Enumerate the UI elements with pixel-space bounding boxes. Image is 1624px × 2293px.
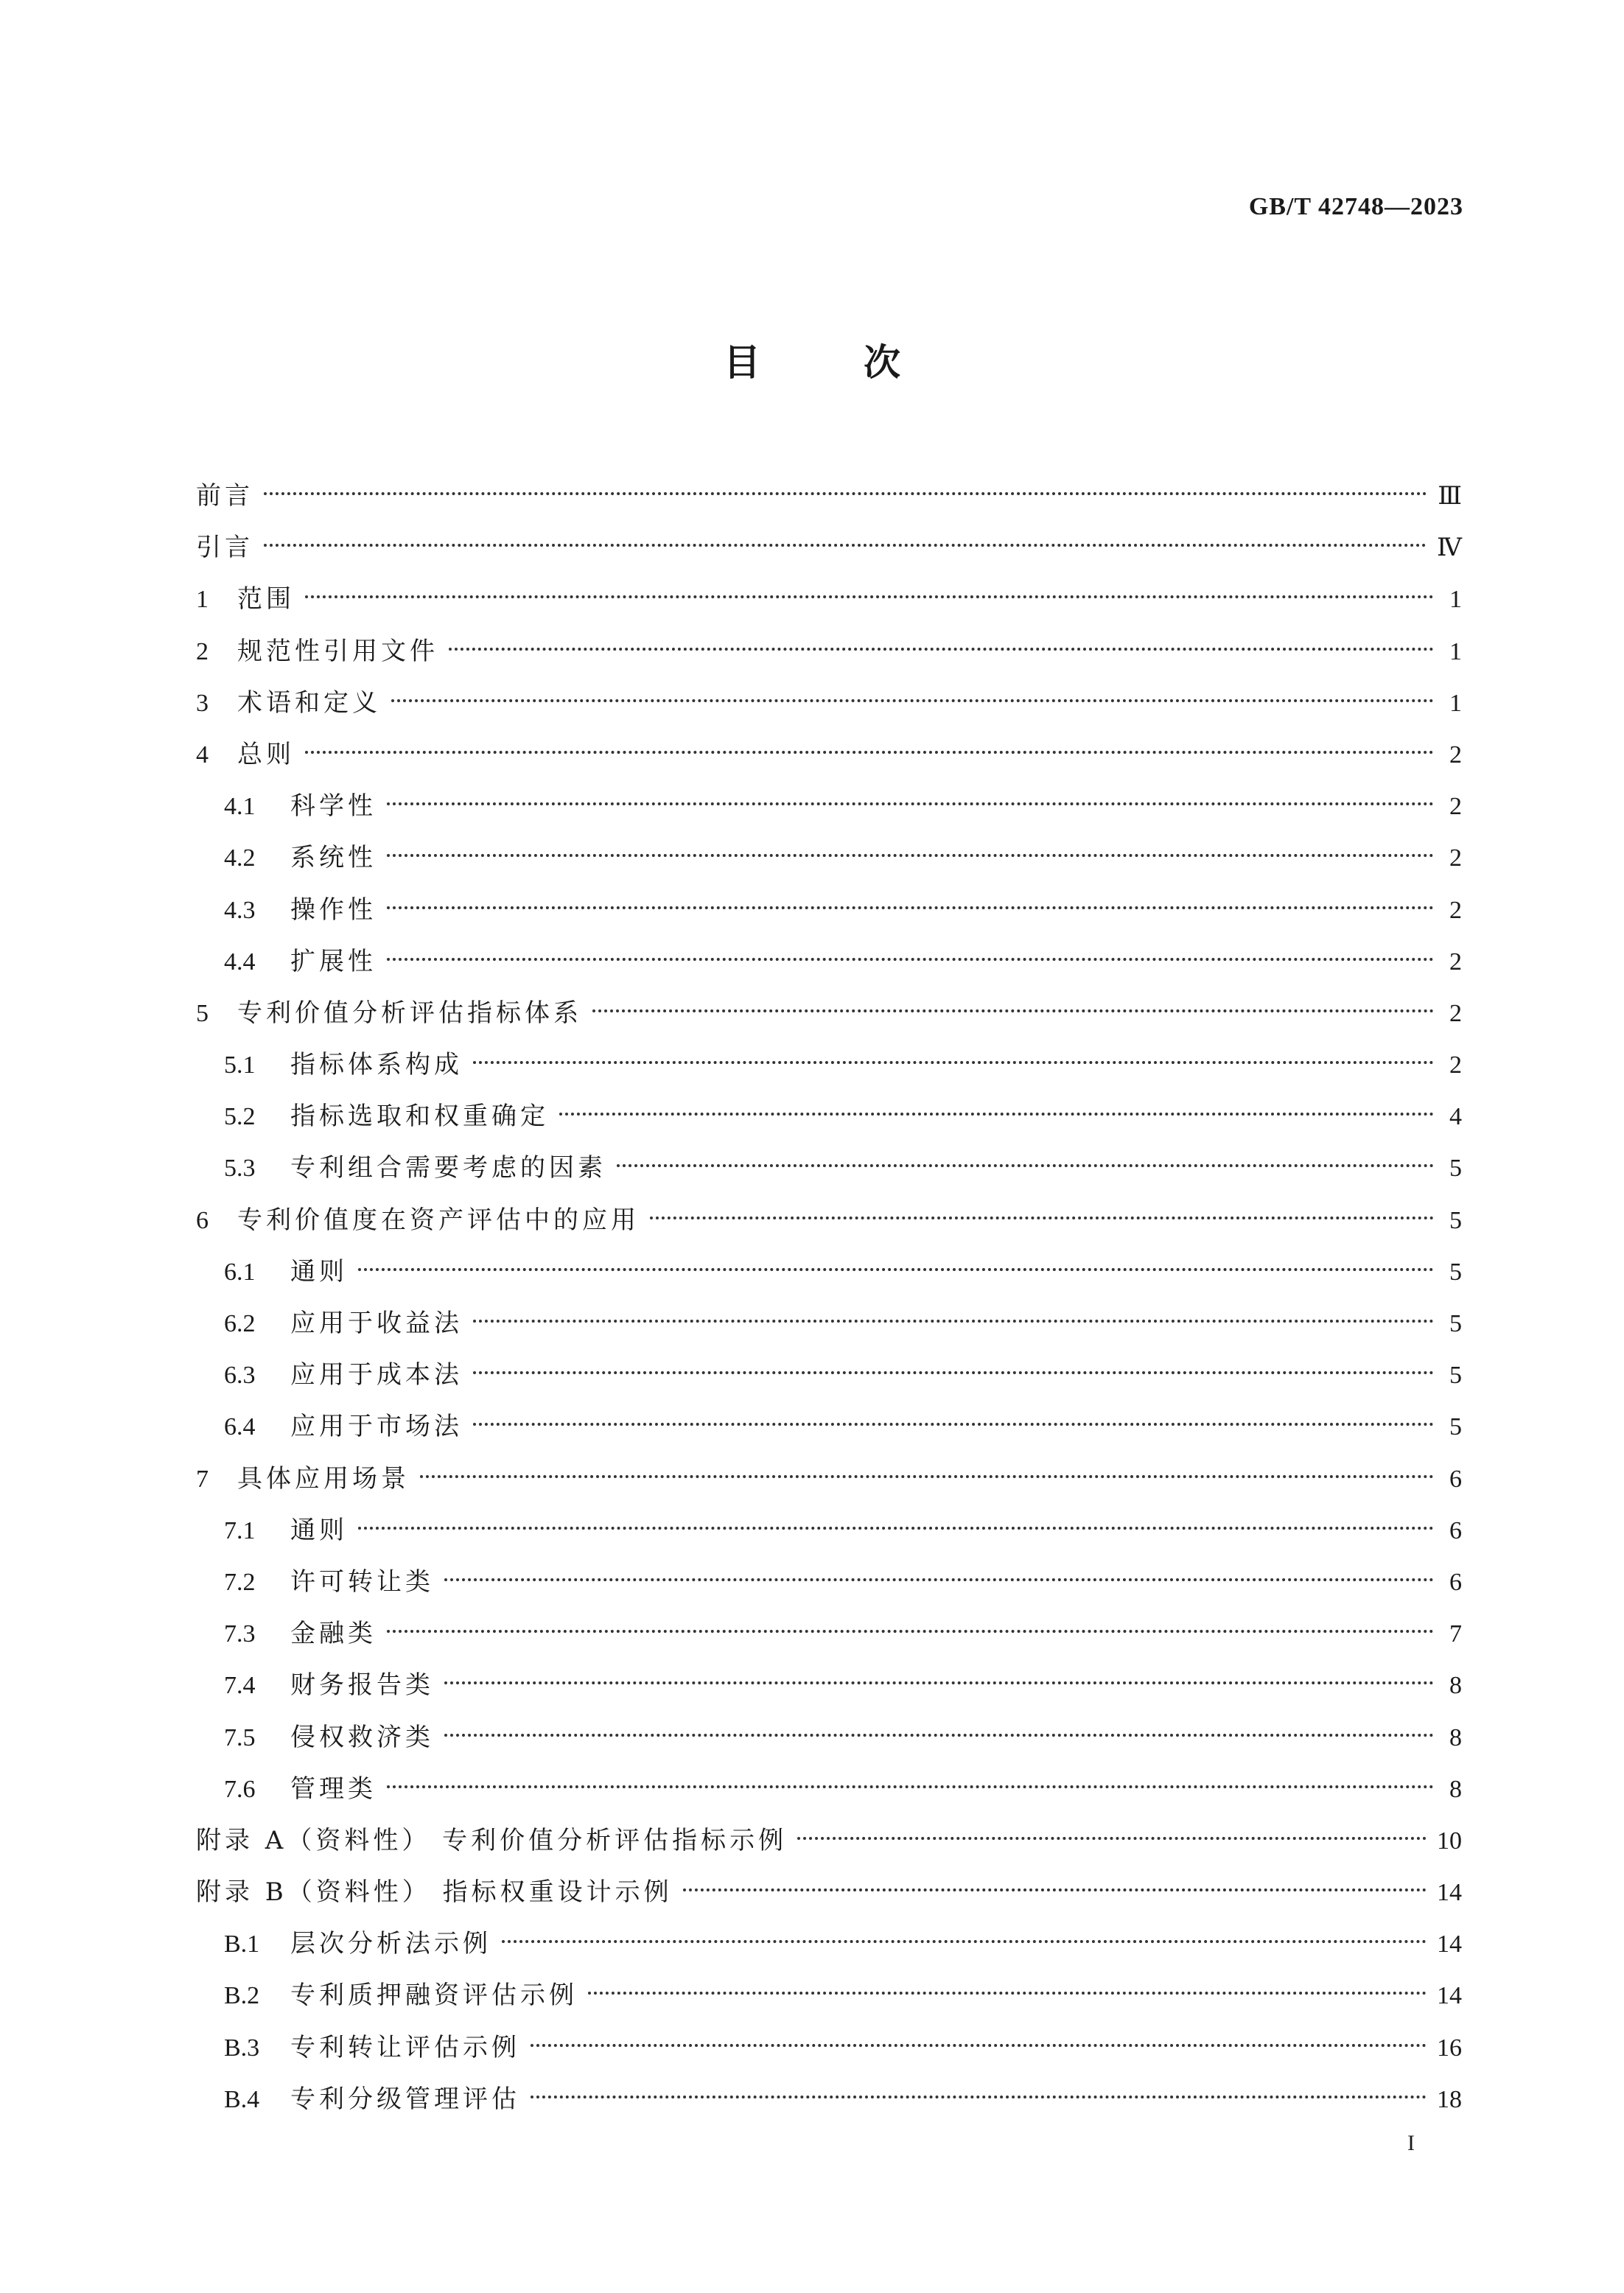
toc-entry-label: 扩展性 — [290, 946, 377, 976]
dot-leader — [473, 1371, 1434, 1374]
toc-entry-label: 应用于成本法 — [290, 1360, 463, 1390]
toc-entry-page: 14 — [1437, 1930, 1462, 1958]
toc-entry-number: B.1 — [224, 1930, 260, 1958]
footer-page-number: I — [1407, 2131, 1415, 2155]
toc-entry[interactable] — [196, 1659, 1462, 1711]
table-of-contents — [196, 470, 1462, 2125]
toc-entry-number: 6.4 — [224, 1413, 256, 1441]
toc-entry[interactable] — [196, 677, 1462, 729]
toc-entry[interactable] — [196, 987, 1462, 1039]
dot-leader — [358, 1527, 1434, 1530]
toc-entry-label: 术语和定义 — [237, 687, 381, 718]
toc-entry-number: 4.3 — [224, 896, 256, 924]
toc-entry[interactable] — [196, 832, 1462, 883]
toc-entry[interactable] — [196, 1298, 1462, 1349]
toc-entry[interactable] — [196, 1194, 1462, 1246]
toc-entry-number: B.2 — [224, 1982, 260, 2010]
toc-entry-number: 5 — [196, 999, 209, 1027]
page-title: 目次 — [724, 340, 1004, 384]
toc-entry[interactable] — [196, 1401, 1462, 1452]
toc-entry-label: 金融类 — [290, 1619, 377, 1649]
toc-entry-label: 专利质押融资评估示例 — [290, 1981, 578, 2011]
toc-entry-page: 18 — [1437, 2085, 1462, 2113]
toc-entry-page: 8 — [1449, 1723, 1462, 1751]
dot-leader — [683, 1888, 1427, 1891]
toc-entry-number: 6 — [196, 1206, 209, 1234]
toc-entry[interactable] — [196, 2073, 1462, 2125]
dot-leader — [387, 906, 1434, 909]
toc-entry-page: 16 — [1437, 2034, 1462, 2062]
toc-entry-page: 8 — [1449, 1672, 1462, 1700]
toc-entry-label: 系统性 — [290, 843, 377, 873]
toc-entry-label: 侵权救济类 — [290, 1722, 434, 1752]
toc-entry-label: 专利分级管理评估 — [290, 2084, 520, 2114]
dot-leader — [473, 1423, 1434, 1426]
toc-entry-number: 7.4 — [224, 1672, 256, 1700]
toc-entry[interactable] — [196, 522, 1462, 573]
toc-entry-number: 7.6 — [224, 1775, 256, 1803]
toc-entry-page: 2 — [1449, 896, 1462, 924]
toc-entry-label: 专利价值度在资产评估中的应用 — [237, 1205, 640, 1235]
toc-entry[interactable] — [196, 573, 1462, 625]
dot-leader — [391, 699, 1434, 702]
toc-entry[interactable] — [196, 1142, 1462, 1194]
dot-leader — [387, 1630, 1434, 1633]
toc-entry[interactable] — [196, 626, 1462, 677]
dot-leader — [387, 854, 1434, 857]
toc-entry-number: 2 — [196, 637, 209, 665]
toc-entry[interactable] — [196, 780, 1462, 832]
toc-entry-page: 10 — [1437, 1827, 1462, 1855]
toc-entry[interactable] — [196, 1556, 1462, 1608]
dot-leader — [387, 1785, 1434, 1788]
toc-entry-number: 7.5 — [224, 1723, 256, 1751]
toc-entry-page: 8 — [1449, 1775, 1462, 1803]
dot-leader — [473, 1061, 1434, 1064]
toc-entry-page: 6 — [1449, 1516, 1462, 1544]
toc-entry-label: 引言 — [196, 533, 253, 563]
dot-leader — [444, 1681, 1434, 1684]
toc-entry-label: 通则 — [290, 1256, 348, 1286]
toc-entry-page: 2 — [1449, 999, 1462, 1027]
dot-leader — [305, 751, 1434, 754]
toc-entry-page: 2 — [1449, 1051, 1462, 1079]
toc-entry-label: 财务报告类 — [290, 1670, 434, 1701]
dot-leader — [588, 1992, 1427, 1995]
toc-entry-label: 专利组合需要考虑的因素 — [290, 1153, 606, 1183]
dot-leader — [420, 1475, 1434, 1478]
toc-entry[interactable] — [196, 884, 1462, 936]
toc-entry-label: 规范性引用文件 — [237, 636, 438, 666]
toc-entry-number: 6.3 — [224, 1362, 256, 1390]
dot-leader — [264, 492, 1427, 495]
toc-entry[interactable] — [196, 1246, 1462, 1298]
toc-entry-number: 5.1 — [224, 1051, 256, 1079]
toc-entry[interactable] — [196, 1918, 1462, 1970]
toc-entry-number: 7.1 — [224, 1516, 256, 1544]
dot-leader — [449, 648, 1434, 651]
toc-entry-number: 5.2 — [224, 1103, 256, 1131]
toc-entry[interactable] — [196, 1815, 1462, 1866]
dot-leader — [531, 2096, 1427, 2098]
toc-entry-label: 具体应用场景 — [237, 1463, 410, 1494]
toc-entry-page: 5 — [1449, 1206, 1462, 1234]
toc-entry-number: 7.3 — [224, 1620, 256, 1648]
toc-entry-page: 2 — [1449, 948, 1462, 976]
toc-entry-number: 4.1 — [224, 793, 256, 821]
toc-entry[interactable] — [196, 1505, 1462, 1556]
toc-entry[interactable] — [196, 1349, 1462, 1401]
toc-entry-page: Ⅳ — [1437, 534, 1462, 562]
dot-leader — [305, 595, 1434, 598]
toc-entry-number: 6.1 — [224, 1258, 256, 1286]
toc-entry[interactable] — [196, 1608, 1462, 1659]
toc-entry-page: 4 — [1449, 1103, 1462, 1131]
dot-leader — [473, 1320, 1434, 1323]
toc-entry-number: B.3 — [224, 2034, 260, 2062]
toc-entry-label: 专利价值分析评估指标体系 — [237, 998, 582, 1028]
toc-entry-page: Ⅲ — [1438, 483, 1462, 510]
toc-entry-number: 5.3 — [224, 1155, 256, 1183]
toc-entry-page: 5 — [1449, 1155, 1462, 1183]
dot-leader — [444, 1734, 1434, 1737]
toc-entry-label: 层次分析法示例 — [290, 1929, 491, 1959]
toc-entry-number: 1 — [196, 586, 209, 614]
toc-entry-page: 2 — [1449, 793, 1462, 821]
standard-number: GB/T 42748—2023 — [1248, 193, 1463, 220]
toc-entry[interactable] — [196, 470, 1462, 522]
toc-entry-page: 14 — [1437, 1982, 1462, 2010]
toc-entry-label: 专利转让评估示例 — [290, 2032, 520, 2062]
toc-entry-label: 附录 A（资料性） 专利价值分析评估指标示例 — [196, 1825, 788, 1855]
dot-leader — [617, 1164, 1434, 1167]
toc-entry-label: 许可转让类 — [290, 1566, 434, 1597]
dot-leader — [387, 958, 1434, 961]
toc-entry-page: 6 — [1449, 1568, 1462, 1596]
toc-entry-page: 1 — [1449, 689, 1462, 717]
dot-leader — [358, 1268, 1434, 1271]
toc-entry-number: 6.2 — [224, 1310, 256, 1337]
toc-entry-label: 管理类 — [290, 1774, 377, 1804]
toc-entry[interactable] — [196, 1866, 1462, 1918]
toc-entry-label: 通则 — [290, 1515, 348, 1545]
toc-entry[interactable] — [196, 729, 1462, 780]
toc-entry-number: 7 — [196, 1465, 209, 1493]
toc-entry-label: 应用于市场法 — [290, 1412, 463, 1442]
toc-entry-page: 5 — [1449, 1362, 1462, 1390]
toc-entry-page: 6 — [1449, 1465, 1462, 1493]
toc-entry[interactable] — [196, 936, 1462, 987]
toc-entry-label: 指标体系构成 — [290, 1050, 463, 1080]
toc-entry[interactable] — [196, 1039, 1462, 1091]
toc-entry[interactable] — [196, 1763, 1462, 1815]
dot-leader — [502, 1940, 1427, 1943]
toc-entry-page: 2 — [1449, 844, 1462, 872]
toc-entry-page: 2 — [1449, 741, 1462, 769]
toc-entry[interactable] — [196, 1453, 1462, 1505]
dot-leader — [444, 1578, 1434, 1581]
toc-entry-label: 应用于收益法 — [290, 1309, 463, 1338]
toc-entry-page: 5 — [1449, 1413, 1462, 1441]
toc-entry[interactable] — [196, 1712, 1462, 1763]
toc-entry-page: 1 — [1449, 637, 1462, 665]
toc-entry-number: 3 — [196, 689, 209, 717]
toc-entry-label: 操作性 — [290, 895, 377, 925]
toc-entry-label: 附录 B（资料性） 指标权重设计示例 — [196, 1877, 673, 1908]
dot-leader — [559, 1113, 1434, 1116]
dot-leader — [592, 1009, 1434, 1012]
toc-entry-page: 5 — [1449, 1258, 1462, 1286]
toc-entry[interactable] — [196, 1091, 1462, 1142]
dot-leader — [797, 1837, 1427, 1840]
toc-entry[interactable] — [196, 1970, 1462, 2021]
dot-leader — [387, 802, 1434, 805]
toc-entry-label: 前言 — [196, 481, 253, 511]
dot-leader — [531, 2044, 1427, 2047]
toc-entry-label: 总则 — [237, 739, 295, 769]
dot-leader — [264, 544, 1427, 547]
dot-leader — [650, 1216, 1434, 1219]
toc-entry-number: 4.2 — [224, 844, 256, 872]
toc-entry-label: 范围 — [237, 584, 295, 615]
toc-entry-page: 5 — [1449, 1310, 1462, 1337]
toc-entry[interactable] — [196, 2022, 1462, 2073]
toc-entry-page: 7 — [1449, 1620, 1462, 1648]
toc-entry-page: 14 — [1437, 1879, 1462, 1907]
toc-entry-label: 指标选取和权重确定 — [290, 1102, 549, 1132]
toc-entry-label: 科学性 — [290, 791, 377, 822]
toc-entry-number: 4 — [196, 741, 209, 769]
toc-entry-number: 4.4 — [224, 948, 256, 976]
toc-entry-number: B.4 — [224, 2085, 260, 2113]
toc-entry-number: 7.2 — [224, 1568, 256, 1596]
toc-entry-page: 1 — [1449, 586, 1462, 614]
